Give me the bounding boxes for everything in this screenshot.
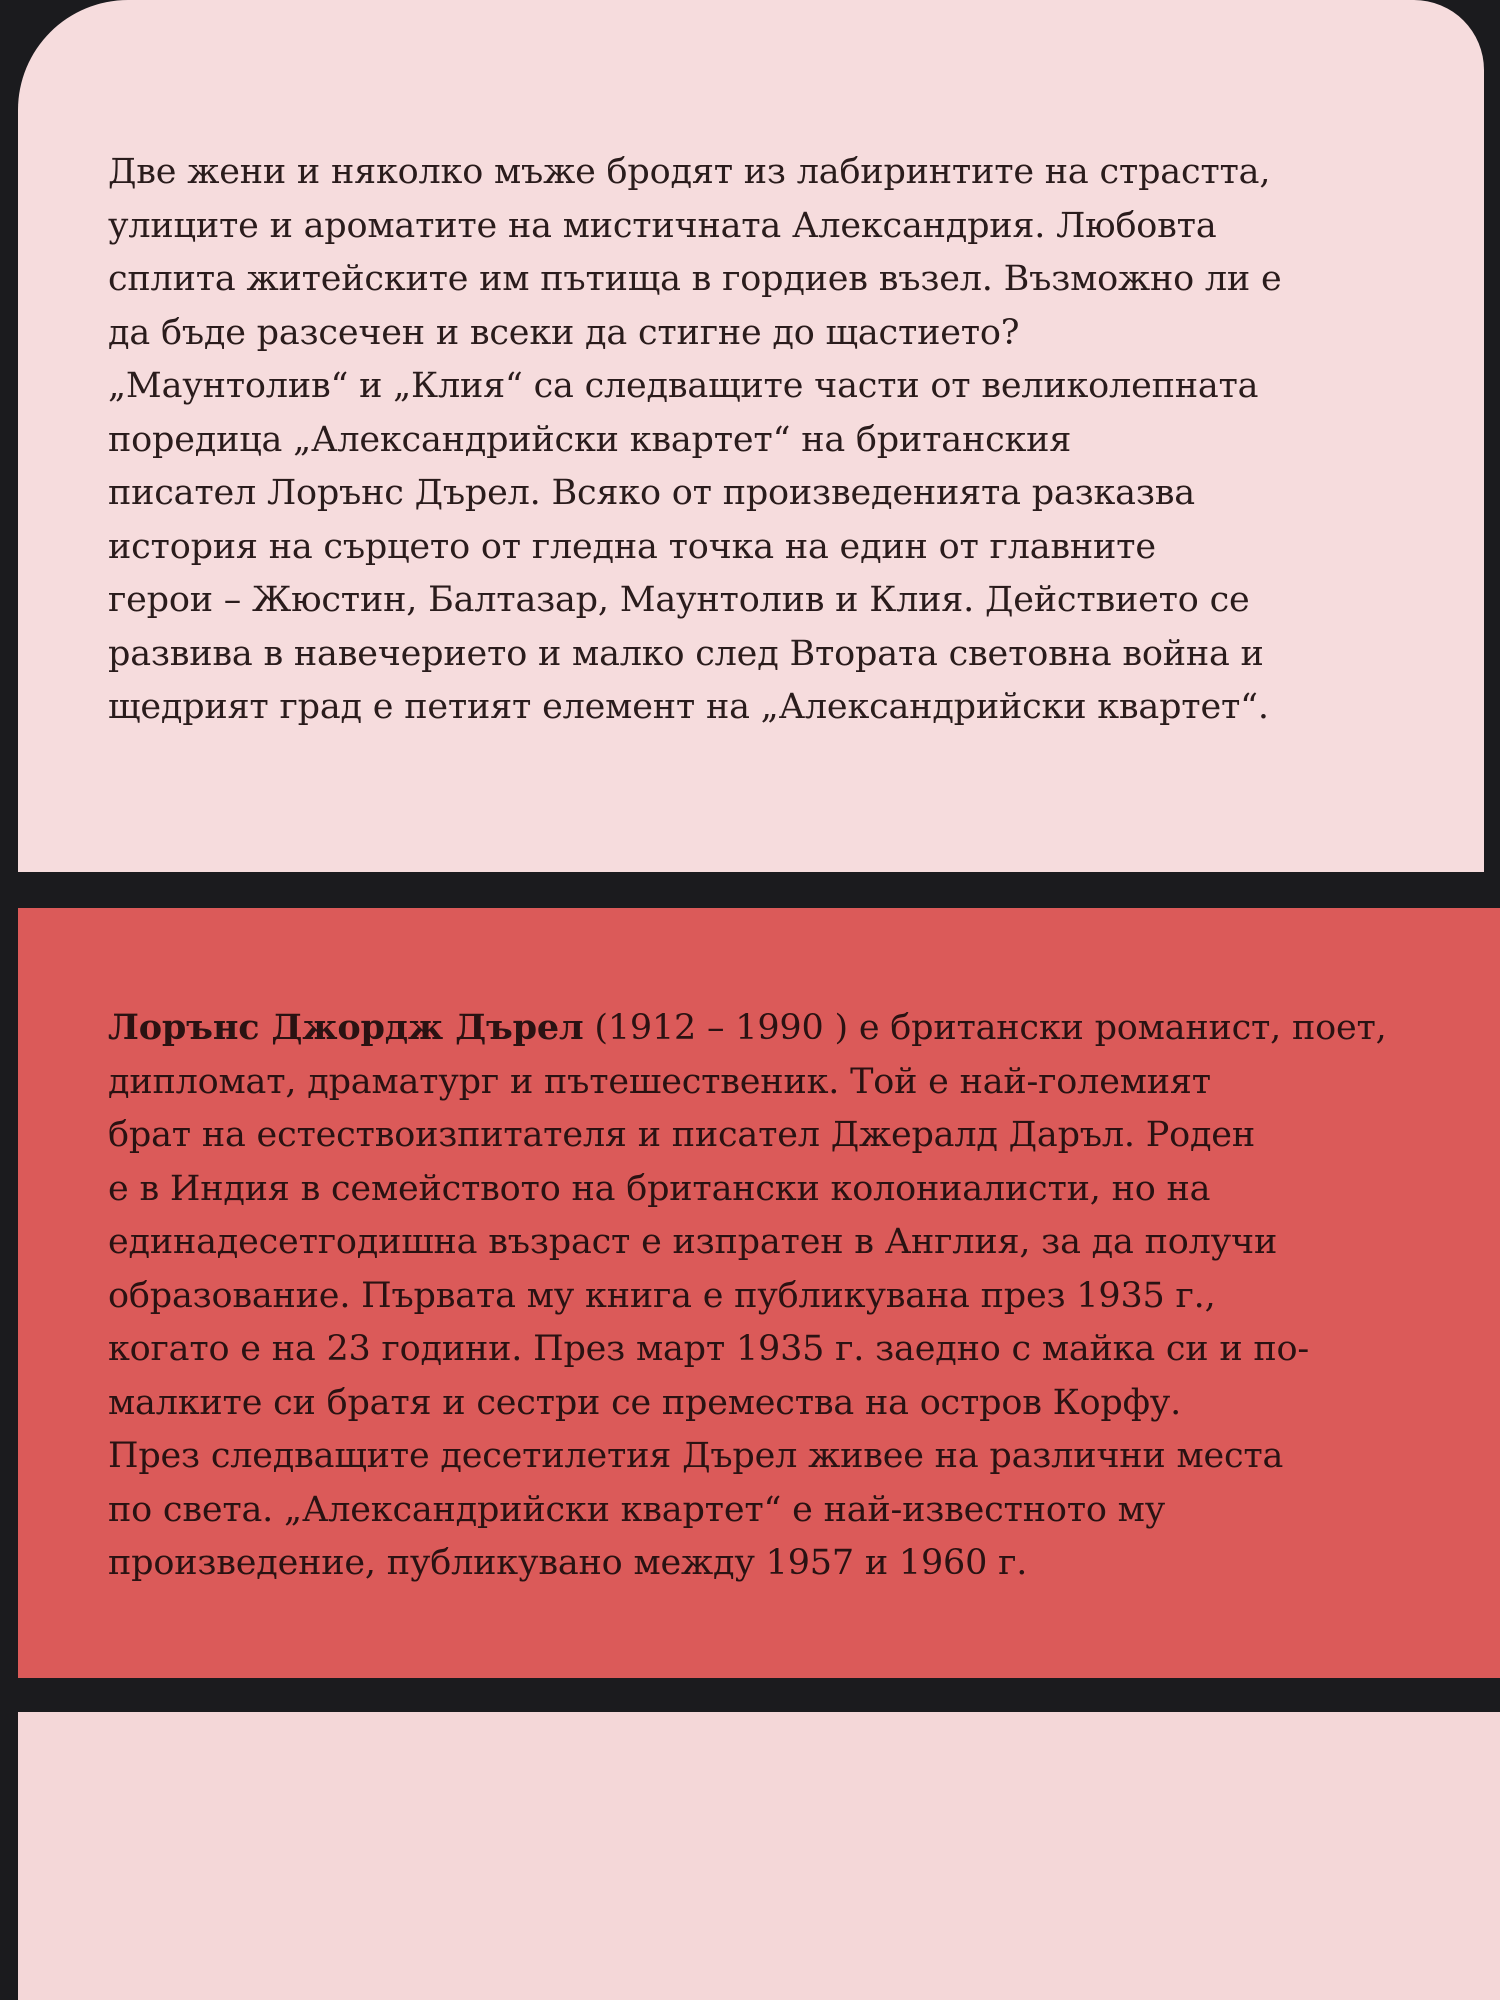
author-bio: (1912 – 1990 ) е британски романист, поет, дипломат, драматург и пътешественик. Той е най-големият брат на естествоизпитателя и писател Джералд Даръл. Роден е в Индия в семейството на британски колониалисти, но на единадесетгодишна възраст е изпратен в Англия, за да получи образование. Първата му книга е публикувана през 1935 г., когато е на 23 години. През март 1935 г. заедно с майка си и по- малките си братя и сестри се премества на остров Корфу. През следващите десетилетия Дърел живее на различни места по света. „Александрийски квартет“ е най-известното му произведение, публикувано между 1957 и 1960 г. bbox=[108, 1008, 1387, 1583]
bottom-panel bbox=[18, 1712, 1500, 2000]
author-name: Лорънс Джордж Дърел bbox=[108, 1007, 584, 1048]
book-description: Две жени и няколко мъже бродят из лабиринтите на страстта, улиците и ароматите на мистичната Александрия. Любовта сплита житейските им пътища в гордиев възел. Възможно ли е да бъде разсечен и всеки да стигне до щастието? „Маунтолив“ и „Клия“ са следващите части от великолепната поредица „Александрийски квартет“ на британския писател Лорънс Дърел. Всяко от произведенията разказва история на сърцето от гледна точка на един от главните герои – Жюстин, Балтазар, Маунтолив и Клия. Действието се развива в навечерието и малко след Втората световна война и щедрият град е петият елемент на „Александрийски квартет“. bbox=[108, 152, 1282, 727]
author-bio-block bbox=[108, 1001, 1468, 1591]
